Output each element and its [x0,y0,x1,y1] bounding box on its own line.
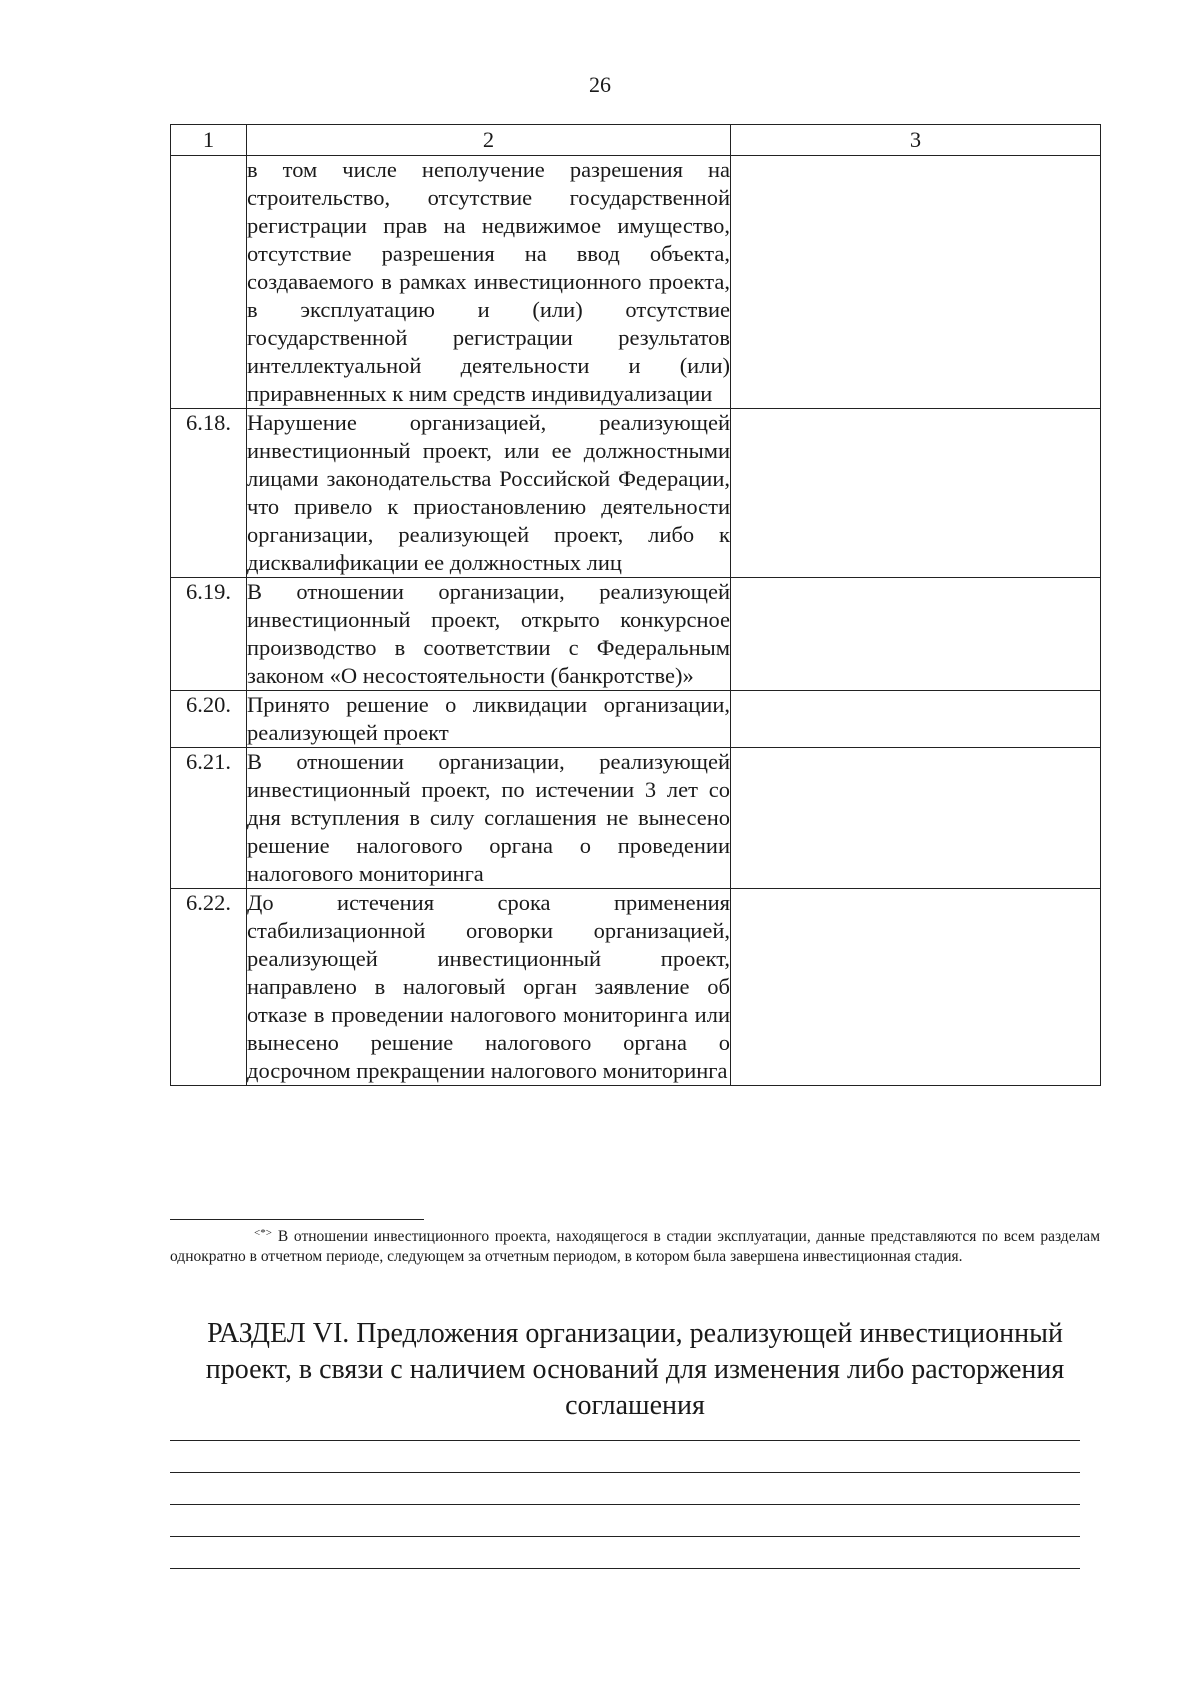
column-header-2: 2 [247,125,731,156]
section-heading: РАЗДЕЛ VI. Предложения организации, реализующей инвестиционный проект, в связи с наличием оснований для изменения либо расторжения соглашения [205,1318,1065,1421]
fill-line[interactable] [170,1440,1080,1441]
row-description: В отношении организации, реализующей инвестиционный проект, открыто конкурсное производство в соответствии с Федеральным законом «О несостоятельности (банкротстве)» [247,578,731,691]
table-row [171,156,1101,409]
row-value-cell[interactable] [731,578,1101,691]
column-header-3: 3 [731,125,1101,156]
fill-line[interactable] [170,1568,1080,1569]
row-value-cell[interactable] [731,156,1101,409]
footnote-divider [170,1219,424,1220]
row-value-cell[interactable] [731,691,1101,748]
row-number: 6.21. [171,748,247,889]
row-value-cell[interactable] [731,748,1101,889]
table-header-row [171,125,1101,156]
row-number: 6.18. [171,409,247,578]
row-number [171,156,247,409]
fill-line[interactable] [170,1536,1080,1537]
row-number: 6.19. [171,578,247,691]
row-description: В отношении организации, реализующей инвестиционный проект, по истечении 3 лет со дня вступления в силу соглашения не вынесено решение налогового органа о проведении налогового мониторинга [247,748,731,889]
table-row [171,578,1101,691]
row-description: Нарушение организацией, реализующей инвестиционный проект, или ее должностными лицами законодательства Российской Федерации, что привело к приостановлению деятельности организации, реализующей проект, либо к дисквалификации ее должностных лиц [247,409,731,578]
fill-line[interactable] [170,1504,1080,1505]
row-value-cell[interactable] [731,409,1101,578]
row-value-cell[interactable] [731,889,1101,1086]
table-row [171,691,1101,748]
page-number: 26 [589,72,611,97]
row-description: До истечения срока применения стабилизационной оговорки организацией, реализующей инвестиционный проект, направлено в налоговый орган заявление об отказе в проведении налогового мониторинга или вынесено решение налогового органа о досрочном прекращении налогового мониторинга [247,889,731,1086]
column-header-1: 1 [171,125,247,156]
row-description: Принято решение о ликвидации организации, реализующей проект [247,691,731,748]
footnote-mark: <*> [254,1227,272,1239]
row-number: 6.22. [171,889,247,1086]
table-row [171,889,1101,1086]
table-row [171,748,1101,889]
table-row [171,409,1101,578]
fill-line[interactable] [170,1472,1080,1473]
row-number: 6.20. [171,691,247,748]
footnote [170,1223,1100,1267]
footnote-text: В отношении инвестиционного проекта, находящегося в стадии эксплуатации, данные представляются по всем разделам однократно в отчетном периоде, следующем за отчетным периодом, в котором была завершена инвестиционная стадия. [170,1228,1100,1265]
indicators-table [170,124,1101,1086]
row-description: в том числе неполучение разрешения на строительство, отсутствие государственной регистрации прав на недвижимое имущество, отсутствие разрешения на ввод объекта, создаваемого в рамках инвестиционного проекта, в эксплуатацию и (или) отсутствие государственной регистрации результатов интеллектуальной деятельности и (или) приравненных к ним средств индивидуализации [247,156,731,409]
